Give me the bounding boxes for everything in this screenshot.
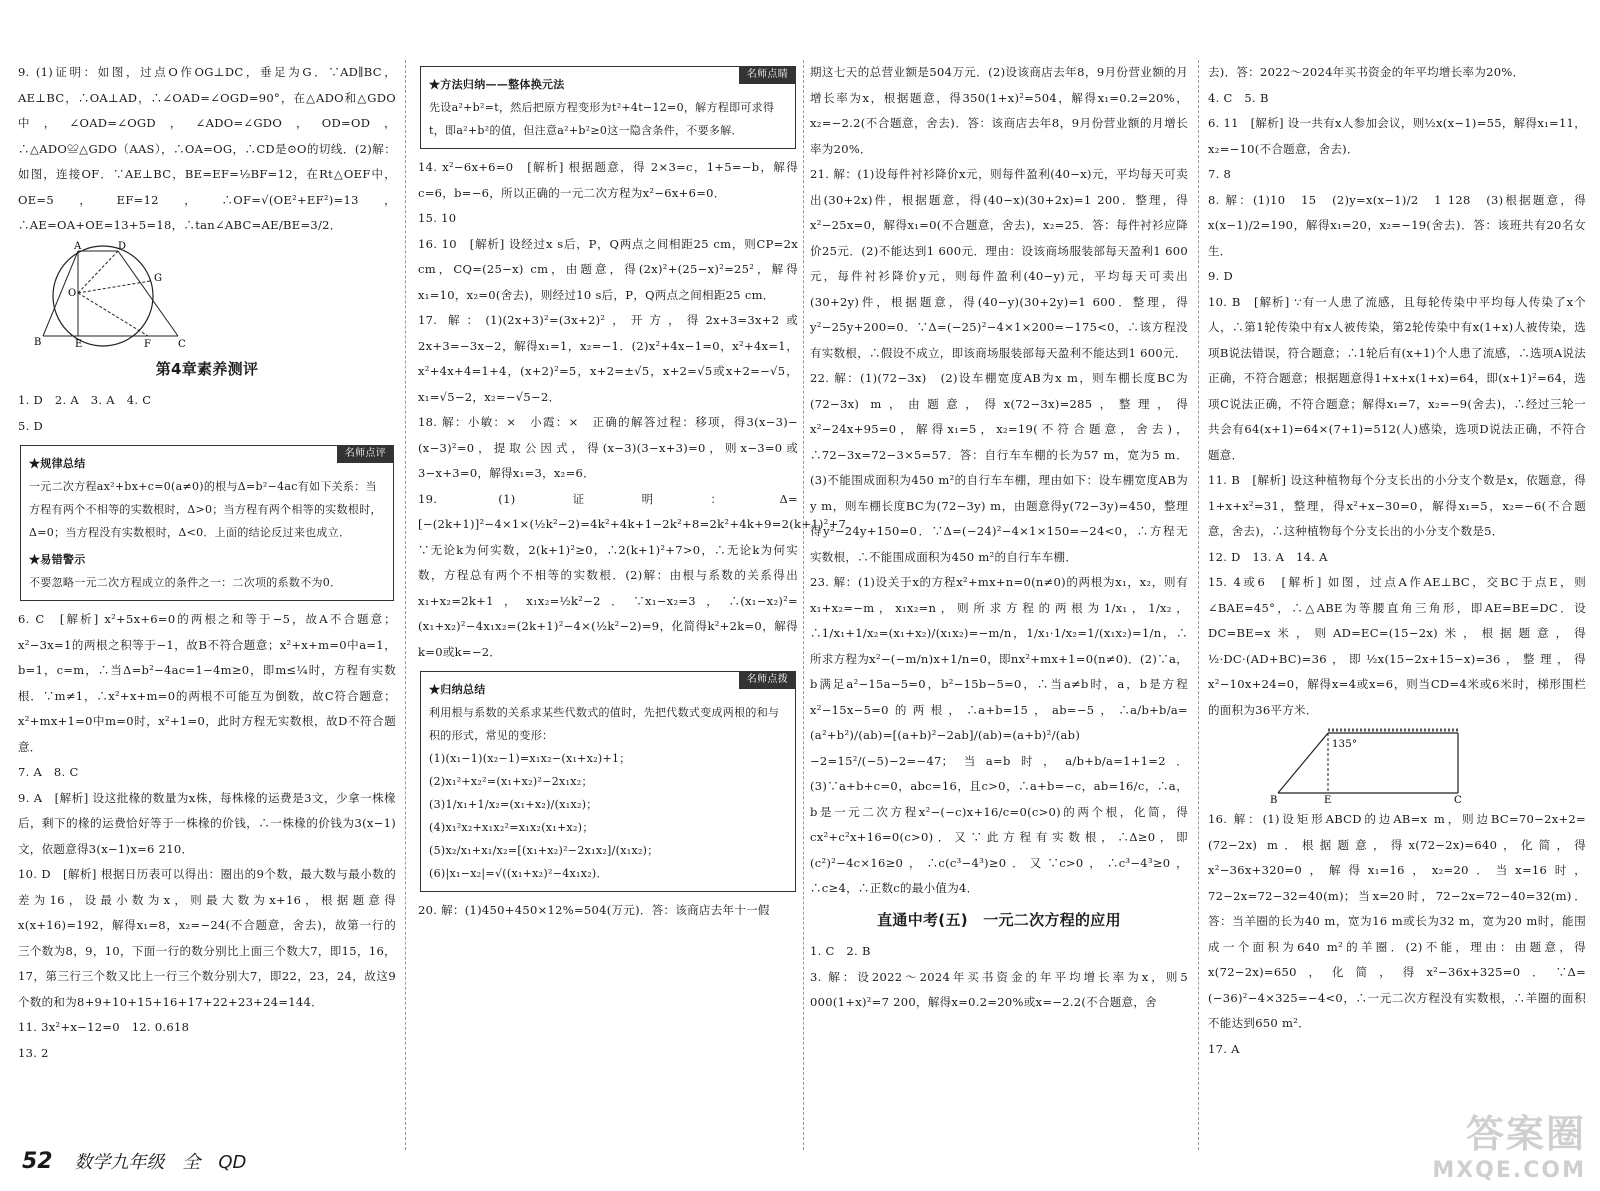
tip-text: 一元二次方程ax²+bx+c=0(a≠0)的根与Δ=b²−4ac有如下关系：当方程有两个不相等的实数根时，Δ>0；当方程有两个相等的实数根时，Δ=0；当方程没有实数根时，Δ<0．上面的结论反过来也成立． — [29, 480, 382, 539]
label-e: E — [75, 338, 83, 350]
trapezoid-figure — [1208, 725, 1568, 805]
label-c: C — [178, 338, 186, 350]
formula-item: (6)|x₁−x₂|=√((x₁+x₂)²−4x₁x₂)． — [429, 867, 608, 880]
answer-6: 6. C [解析] x²+5x+6=0的两根之和等于−5，故A不合题意；x²−3x=1的两根之积等于−1，故B不符合题意；x²+x+m=0中a=1，b=1，c=m，∴当Δ=b²−4ac=1−4m≥0，即m≤¼时，方程有实数根．∵m≠1，∴x²+x+m=0的两根不可能互为倒数，故C符合题意；x²+mx+1=0中m=0时，x²+1=0，此时方程无实数根，故D不符合题意． — [18, 612, 396, 754]
answer-11: 11. B [解析] 设这种植物每个分支长出的小分支个数是x，依题意，得1+x+x²=31，整理，得x²+x−30=0，解得x₁=5，x₂=−6(不合题意，舍去)，∴这种植物每个分支长出的小分支个数是5． — [1208, 473, 1586, 538]
answer-5: 5. D — [18, 418, 44, 433]
label-e: E — [1324, 795, 1332, 806]
answer-15: 15. 4或6 [解析] 如图，过点A作AE⊥BC，交BC于点E，则∠BAE=45°，∴△ABE为等腰直角三角形，即AE=BE=DC．设DC=BE=x米，则AD=EC=(15−2x)米，根据题意，得½·DC·(AD+BC)=36，即½x(15−2x+15−x)=36，整理，得x²−10x+24=0，解得x=4或x=6，则当CD=4米或6米时，梯形围栏的面积为36平方米． — [1208, 575, 1586, 717]
label-b: B — [1270, 795, 1278, 806]
answer-15: 15. 10 — [418, 211, 457, 225]
formula-item: (4)x₁²x₂+x₁x₂²=x₁x₂(x₁+x₂)； — [429, 821, 594, 834]
answer-4-5: 4. C 5. B — [1208, 90, 1269, 105]
answer-7-8: 7. A 8. C — [18, 765, 79, 779]
watermark-logo — [1432, 1103, 1586, 1183]
answer-17: 17. A — [1208, 1041, 1240, 1056]
answer-18: 18. 解：小敏：× 小霞：× 正确的解答过程：移项，得3(x−3)−(x−3)²=0，提取公因式，得(x−3)(3−x+3)=0，则x−3=0或3−x+3=0，解得x₁=3，x₂=6． — [418, 415, 798, 480]
answer-1-2: 1. C 2. B — [810, 944, 871, 958]
tip-box — [420, 671, 796, 892]
label-g: G — [154, 272, 163, 284]
formula-item: (5)x₂/x₁+x₁/x₂=[(x₁+x₂)²−2x₁x₂]/(x₁x₂)； — [429, 844, 659, 857]
section-heading: 直通中考(五) 一元二次方程的应用 — [877, 910, 1121, 929]
tip-title: ★规律总结 — [29, 457, 86, 470]
label-d: D — [118, 240, 127, 252]
answer-10: 10. B [解析] ∵有一人患了流感，且每轮传染中平均每人传染了x个人，∴第1轮传染中有x人被传染，第2轮传染中有x(1+x)人被传染，选项B说法错误，符合题意；∴1轮后有(x+1)个人患了流感，∴选项A说法正确，不符合题意；根据题意得1+x+x(1+x)=64，即(x+1)²=64，选项C说法正确，不符合题意；解得x₁=7，x₂=−9(舍去)，∴经过三轮一共会有64(x+1)=64×(7+1)=512(人)感染，选项D说法正确，不符合题意． — [1208, 294, 1586, 462]
tip-tag: 名师点评 — [337, 445, 394, 463]
answer-3: 3. 解：设2022～2024年买书资金的年平均增长率为x，则5 000(1+x)²=7 200，解得x=0.2=20%或x=−2.2(不合题意，舍 — [810, 969, 1188, 1009]
formula-item: (3)1/x₁+1/x₂=(x₁+x₂)/(x₁x₂)； — [429, 798, 598, 811]
answer-14: 14. x²−6x+6=0 [解析] 根据题意，得 2×3=c，1+5=−b，解得 c=6，b=−6，所以正确的一元二次方程为x²−6x+6=0． — [418, 160, 798, 200]
tip-tag: 名师点拨 — [739, 671, 796, 689]
answer-9: 9. D — [1208, 269, 1234, 283]
tip-tag: 名师点睛 — [739, 66, 796, 84]
column-divider — [1198, 60, 1199, 1150]
tip-box — [20, 445, 394, 601]
answer-12-14: 12. D 13. A 14. A — [1208, 549, 1328, 564]
column-divider — [405, 60, 406, 1150]
circle-tangent-figure — [18, 241, 218, 351]
label-b: B — [34, 336, 42, 348]
section-heading: 第4章素养测评 — [155, 359, 259, 378]
answer-11-12: 11. 3x²+x−12=0 12. 0.618 — [18, 1020, 190, 1034]
answer-10: 10. D [解析] 根据日历表可以得出：圈出的9个数，最大数与最小数的差为16，设最小数为x，则最大数为x+16，根据题意得x(x+16)=192，解得x₁=8，x₂=−24(不合题意，舍去)，故第一行的三个数为8，9，10，下面一行的数分别比上面三个数大7，即15，16，17，第三行三个数又比上一行三个数分别大7，即22，23，24，故这9个数的和为8+9+10+15+16+17+22+23+24=144． — [18, 867, 396, 1009]
answer-20-cont: 期这七天的总营业额是504万元．(2)设该商店去年8，9月份营业额的月增长率为x，根据题意，得350(1+x)²=504，解得x₁=0.2=20%，x₂=−2.2(不合题意，舍去)．答：该商店去年8，9月份营业额的月增长率为20%． — [810, 65, 1188, 156]
label-a: A — [74, 240, 82, 252]
answer-9b: 9. A [解析] 设这批椽的数量为x株，每株椽的运费是3文，少拿一株椽后，剩下的椽的运费恰好等于一株椽的价钱，∴一株椽的价钱为3(x−1)文，依题意得3(x−1)x=6 210． — [18, 790, 396, 856]
angle-label: 135° — [1332, 739, 1358, 750]
answer-9: 9. (1)证明：如图，过点O作OG⊥DC，垂足为G．∵AD∥BC，AE⊥BC，∴OA⊥AD，∴∠OAD=∠OGD=90°，在△ADO和△GDO中，∠OAD=∠OGD，∠ADO=∠GDO，OD=OD，∴△ADO≌△GDO（AAS），∴OA=OG，∴CD是⊙O的切线．(2)解：如图，连接OF．∵AE⊥BC，BE=EF=½BF=12，在Rt△OEF中，OE=5，EF=12，∴OF=√(OE²+EF²)=13，∴AE=OA+OE=13+5=18，∴tan∠ABC=AE/BE=3/2． — [18, 65, 396, 232]
watermark-text: 答案圈 — [1465, 1112, 1586, 1156]
footer-title: 数学九年级 全 QD — [74, 1152, 247, 1173]
answer-3-cont: 去)．答：2022～2024年买书资金的年平均增长率为20%． — [1208, 65, 1525, 79]
tip-text: 利用根与系数的关系求某些代数式的值时，先把代数式变成两根的和与积的形式，常见的变形： — [429, 706, 780, 742]
column-1 — [18, 60, 396, 1146]
page-footer — [22, 1148, 246, 1174]
answer-8: 8. 解：(1)10 15 (2)y=x(x−1)/2 1 128 (3)根据题意，得x(x−1)/2=190，解得x₁=20，x₂=−19(舍去)．答：该班共有20名女生． — [1208, 192, 1586, 258]
answer-20: 20. 解：(1)450+450×12%=504(万元)．答：该商店去年十一假 — [418, 903, 770, 917]
answer-16: 16. 10 [解析] 设经过x s后，P，Q两点之间相距25 cm，则CP=2x cm，CQ=(25−x) cm，由题意，得(2x)²+(25−x)²=25²，解得x₁=10，x₂=0(舍去)，则经过10 s后，P，Q两点之间相距25 cm． — [418, 236, 798, 302]
column-4 — [1208, 60, 1586, 1146]
answer-13: 13. 2 — [18, 1045, 49, 1060]
tip-title: ★方法归纳——整体换元法 — [429, 78, 565, 91]
page-number: 52 — [22, 1149, 53, 1174]
formula-item: (1)(x₁−1)(x₂−1)=x₁x₂−(x₁+x₂)+1； — [429, 752, 631, 765]
answer-22: 22. 解：(1)(72−3x) (2)设车棚宽度AB为x m，则车棚长度BC为(72−3x) m，由题意，得x(72−3x)=285，整理，得x²−24x+95=0，解得x₁=5，x₂=19(不符合题意，舍去)，∴72−3x=72−3×5=57．答：自行车车棚的长为57 m，宽为5 m．(3)不能围成面积为450 m²的自行车车棚，理由如下：设车棚宽度AB为y m，则车棚长度BC为(72−3y) m，由题意得y(72−3y)=450，整理得y²−24y+150=0．∵Δ=(−24)²−4×1×150=−24<0，∴方程无实数根，∴不能围成面积为450 m²的自行车车棚． — [810, 371, 1188, 564]
column-divider — [803, 60, 804, 1150]
label-c: C — [1454, 795, 1462, 806]
answer-1-4: 1. D 2. A 3. A 4. C — [18, 393, 152, 407]
tip-box — [420, 66, 796, 149]
answer-17: 17. 解：(1)(2x+3)²=(3x+2)²，开方，得2x+3=3x+2或2x+3=−3x−2，解得x₁=1，x₂=−1．(2)x²+4x−1=0，x²+4x=1，x²+4x+4=1+4，(x+2)²=5，x+2=±√5，x+2=√5或x+2=−√5，x₁=√5−2，x₂=−√5−2． — [418, 313, 798, 404]
answer-21: 21. 解：(1)设每件衬衫降价x元，则每件盈利(40−x)元，平均每天可卖出(30+2x)件，根据题意，得(40−x)(30+2x)=1 200．整理，得x²−25x=0，解得x₁=0(不合题意，舍去)，x₂=25．答：每件衬衫应降价25元．(2)不能达到1 600元．理由：设该商场服装部每天盈利1 600元，每件衬衫降价y元，则每件盈利(40−y)元，平均每天可卖出(30+2y)件，根据题意，得(40−y)(30+2y)=1 600．整理，得y²−25y+200=0．∵Δ=(−25)²−4×1×200=−175<0，∴该方程没有实数根，∴假设不成立，即该商场服装部每天盈利不能达到1 600元． — [810, 167, 1188, 360]
answer-19: 19. (1)证明：Δ=[−(2k+1)]²−4×1×(½k²−2)=4k²+4k+1−2k²+8=2k²+4k+9=2(k+1)²+7．∵无论k为何实数，2(k+1)²≥0，∴2(k+1)²+7>0，∴无论k为何实数，方程总有两个不相等的实数根．(2)解：由根与系数的关系得出x₁+x₂=2k+1，x₁x₂=½k²−2．∵x₁−x₂=3，∴(x₁−x₂)²=(x₁+x₂)²−4x₁x₂=(2k+1)²−4×(½k²−2)=9，化简得k²+2k=0，解得k=0或k=−2． — [418, 491, 858, 659]
formula-item: (2)x₁²+x₂²=(x₁+x₂)²−2x₁x₂； — [429, 775, 593, 788]
tip-text: 不要忽略一元二次方程成立的条件之一：二次项的系数不为0． — [29, 576, 342, 589]
answer-7: 7. 8 — [1208, 167, 1232, 181]
watermark-url: MXQE.COM — [1432, 1158, 1586, 1183]
answer-6: 6. 11 [解析] 设一共有x人参加会议，则½x(x−1)=55，解得x₁=11，x₂=−10(不合题意，舍去)． — [1208, 116, 1586, 156]
column-3 — [810, 60, 1188, 1146]
tip-text: 先设a²+b²=t，然后把原方程变形为t²+4t−12=0，解方程即可求得t，即a²+b²的值，但注意a²+b²≥0这一隐含条件，不要多解． — [429, 101, 775, 137]
label-f: F — [144, 338, 152, 350]
answer-16: 16. 解：(1)设矩形ABCD的边AB=x m，则边BC=70−2x+2=(72−2x) m．根据题意，得x(72−2x)=640，化简，得x²−36x+320=0，解得x₁=16，x₂=20．当x=16时，72−2x=72−32=40(m)；当x=20时，72−2x=72−40=32(m)．答：当羊圈的长为40 m，宽为16 m或长为32 m，宽为20 m时，能围成一个面积为640 m²的羊圈．(2)不能，理由：由题意，得x(72−2x)=650，化简，得x²−36x+325=0．∵Δ=(−36)²−4×325=−4<0，∴一元二次方程没有实数根，∴羊圈的面积不能达到650 m²． — [1208, 812, 1586, 1030]
tip-title: ★归纳总结 — [429, 683, 486, 696]
label-o: O — [68, 287, 77, 299]
tip-title: ★易错警示 — [29, 553, 86, 566]
answer-23: 23. 解：(1)设关于x的方程x²+mx+n=0(n≠0)的两根为x₁，x₂，则有x₁+x₂=−m，x₁x₂=n，则所求方程的两根为1/x₁，1/x₂，∴1/x₁+1/x₂=(x₁+x₂)/(x₁x₂)=−m/n，1/x₁·1/x₂=1/(x₁x₂)=1/n，∴所求方程为x²−(−m/n)x+1/n=0，即nx²+mx+1=0(n≠0)．(2)∵a，b满足a²−15a−5=0，b²−15b−5=0，∴当a≠b时，a，b是方程x²−15x−5=0的两根，∴a+b=15，ab=−5，∴a/b+b/a=(a²+b²)/(ab)=[(a+b)²−2ab]/(ab)=(a+b)²/(ab)−2=15²/(−5)−2=−47；当a=b时，a/b+b/a=1+1=2．(3)∵a+b+c=0，abc=16，且c>0，∴a+b=−c，ab=16/c，∴a，b是一元二次方程x²−(−c)x+16/c=0(c>0)的两个根，化简，得cx²+c²x+16=0(c>0)．又∵此方程有实数根，∴Δ≥0，即(c²)²−4c×16≥0，∴c(c³−4³)≥0．又∵c>0，∴c³−4³≥0，∴c≥4，∴正数c的最小值为4． — [810, 575, 1188, 895]
